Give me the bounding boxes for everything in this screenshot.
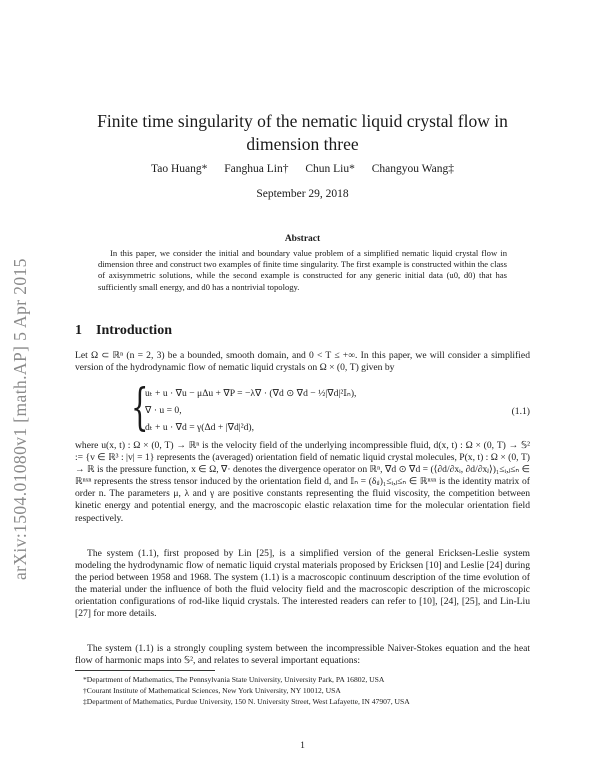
page-number: 1 [300, 740, 305, 751]
equation-line-3: dₜ + u · ∇d = γ(Δd + |∇d|²d), [145, 422, 254, 433]
equation-line-1: uₜ + u · ∇u − μΔu + ∇P = −λ∇ · (∇d ⊙ ∇d − ½|∇d|²𝕀ₙ), [145, 388, 357, 399]
paper-date: September 29, 2018 [256, 188, 349, 200]
footnotes [75, 674, 530, 707]
paragraph-4: The system (1.1) is a strongly coupling system between the incompressible Naiver-Stokes equation and the heat flow of harmonic maps into 𝕊², and relates to several important equations: [75, 643, 530, 667]
equation-1-1 [131, 378, 530, 438]
footnote: ‡Department of Mathematics, Purdue University, 150 N. University Street, West Lafayette, IN 47907, USA [83, 697, 410, 706]
paragraph-3: The system (1.1), first proposed by Lin [25], is a simplified version of the general Ericksen-Leslie system modeling the hydrodynamic flow of nematic liquid crystal materials proposed by Ericksen [10] and Leslie [24] during the period between 1958 and 1968. The system (1.1) is a macroscopic continuum description of the time evolution of the material under the influence of both the fluid velocity field and the macroscopic description of the microscopic orientation configurations of rod-like liquid crystals. The interested readers can refer to [10], [24], [25], and Lin-Liu [27] for more details. [75, 548, 530, 620]
footnote-rule [75, 670, 215, 671]
title-line-2: dimension three [246, 134, 359, 154]
equation-line-2: ∇ · u = 0, [145, 405, 182, 416]
author: Chun Liu* [305, 163, 355, 175]
author: Fanghua Lin† [224, 163, 289, 175]
footnote: †Courant Institute of Mathematical Sciences, New York University, NY 10012, USA [83, 686, 341, 695]
section-heading [75, 323, 172, 339]
equation-number: (1.1) [511, 406, 530, 417]
abstract-heading: Abstract [284, 234, 321, 244]
author: Changyou Wang‡ [371, 163, 454, 175]
title-line-1: Finite time singularity of the nematic liquid crystal flow in [97, 111, 508, 131]
abstract-text: In this paper, we consider the initial and boundary value problem of a simplified nematic liquid crystal flow in dimension three and construct two examples of finite time singularity. The first example is constructed within the class of axisymmetric solutions, while the second example is constructed for any generic initial data (u0, d0) that has sufficiently small energy, and d0 has a nontrivial topology. [98, 248, 507, 292]
paper-title [75, 110, 530, 156]
equation-brace: { [131, 378, 149, 436]
author: Tao Huang* [151, 163, 208, 175]
section-number: 1 [75, 323, 82, 338]
author-list [75, 163, 530, 175]
paragraph-2: where u(x, t) : Ω × (0, T) → ℝⁿ is the velocity field of the underlying incompressible fluid, d(x, t) : Ω × (0, T) → 𝕊² := {v ∈ ℝ³ : |v| = 1} represents the (averaged) orientation field of nematic liquid crystal molecules, P(x, t) : Ω × (0, T) → ℝ is the pressure function, x ∈ Ω, ∇· denotes the divergence operator on ℝⁿ, ∇d ⊙ ∇d = (⟨∂d/∂xᵢ, ∂d/∂xⱼ⟩)₁≤ᵢ,ⱼ≤ₙ ∈ ℝⁿˣⁿ represents the stress tensor induced by the orientation field d, and 𝕀ₙ = (δᵢⱼ)₁≤ᵢ,ⱼ≤ₙ ∈ ℝⁿˣⁿ is the identity matrix of order n. The parameters μ, λ and γ are positive constants representing the fluid viscosity, the competition between kinetic energy and potential energy, and the macroscopic elastic relaxation time for the molecular orientation field respectively. [75, 440, 530, 524]
section-title: Introduction [96, 323, 172, 338]
arxiv-identifier: arXiv:1504.01080v1 [math.AP] 5 Apr 2015 [10, 258, 30, 580]
paragraph-1: Let Ω ⊂ ℝⁿ (n = 2, 3) be a bounded, smooth domain, and 0 < T ≤ +∞. In this paper, we will consider a simplified version of the hydrodynamic flow of nematic liquid crystals on Ω × (0, T) given by [75, 350, 530, 374]
footnote: *Department of Mathematics, The Pennsylvania State University, University Park, PA 16802, USA [83, 675, 385, 684]
